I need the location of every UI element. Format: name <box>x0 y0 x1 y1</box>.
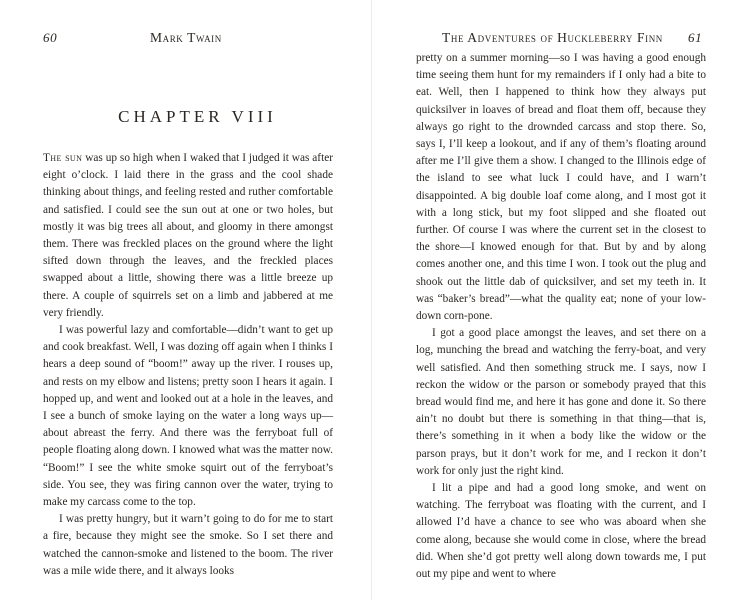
right-body-text <box>416 50 706 583</box>
paragraph: pretty on a summer morning—so I was having a good enough time seeing them hunt for my remainders if I only had a bite to eat. Well, then I happened to think how they always put quicksilver in loaves of bread and float them off, because they always go right to the drownded carcass and stop there. So, says I, I’ll keep a lookout, and if any of them’s floating around after me I’ll give them a show. I changed to the Illinois edge of the island to see what luck I could have, and I warn’t disappointed. A big double loaf come along, and I most got it with a long stick, but my foot slipped and she floated out further. Of course I was where the current set in the closest to the shore—I knowed enough for that. But by and by along comes another one, and this time I won. I took out the plug and shook out the little dab of quicksilver, and set my teeth in. It was “baker’s bread”—what the quality eat; none of your low-down corn-pone. <box>416 52 706 323</box>
paragraph: I was powerful lazy and comfortable—didn’t want to get up and cook breakfast. Well, I was dozing off again when I thinks I hears a deep sound of “boom!” away up the river. I rouses up, and rests on my elbow and listens; pretty soon I hears it again. I hopped up, and went and looked out at a hole in the leaves, and I see a bunch of smoke laying on the water a long ways up—about abreast the ferry. And there was the ferryboat full of people floating along down. I knowed what was the matter now. “Boom!” I see the white smoke squirt out of the ferryboat’s side. You see, they was firing cannon over the water, trying to make my carcass come to the top. <box>43 324 333 509</box>
left-body-text <box>43 150 333 580</box>
right-page-number: 61 <box>688 30 703 45</box>
paragraph <box>43 150 333 322</box>
left-page <box>0 0 371 600</box>
left-running-head: Mark Twain <box>150 30 222 45</box>
paragraph: I was pretty hungry, but it warn’t going to do for me to start a fire, because they might see the smoke. So I set there and watched the cannon-smoke and listened to the boom. The river was a mile wide there, and it always looks <box>43 513 333 577</box>
paragraph: I lit a pipe and had a good long smoke, and went on watching. The ferryboat was floating with the current, and I allowed I’d have a chance to see who was aboard when she come along, because she would come in close, where the bread did. When she’d got pretty well along down towards me, I put out my pipe and went to where <box>416 482 706 581</box>
paragraph: I got a good place amongst the leaves, and set there on a log, munching the bread and watching the ferry-boat, and very well satisfied. And then something struck me. I says, now I reckon the widow or the parson or somebody prayed that this bread would find me, and here it has gone and done it. So there ain’t no doubt but there is something in that thing—that is, there’s something in it when a body like the widow or the parson prays, but it don’t work for me, and I reckon it don’t work for only just the right kind. <box>416 327 706 477</box>
left-page-number: 60 <box>43 30 58 45</box>
right-page <box>372 0 743 600</box>
drop-lead: The sun <box>43 152 83 164</box>
paragraph-text: was up so high when I waked that I judged it was after eight o’clock. I laid there in the grass and the cool shade thinking about things, and feeling rested and ruther comfortable and satisfied. I could see the sun out at one or two holes, but mostly it was big trees all about, and gloomy in there amongst them. There was freckled places on the ground where the light sifted down through the leaves, and the freckled places swapped about a little, showing there was a little breeze up there. A couple of squirrels set on a limb and jabbered at me very friendly. <box>43 152 333 319</box>
chapter-title: CHAPTER VIII <box>118 107 277 126</box>
right-running-head: The Adventures of Huckleberry Finn <box>442 30 663 45</box>
